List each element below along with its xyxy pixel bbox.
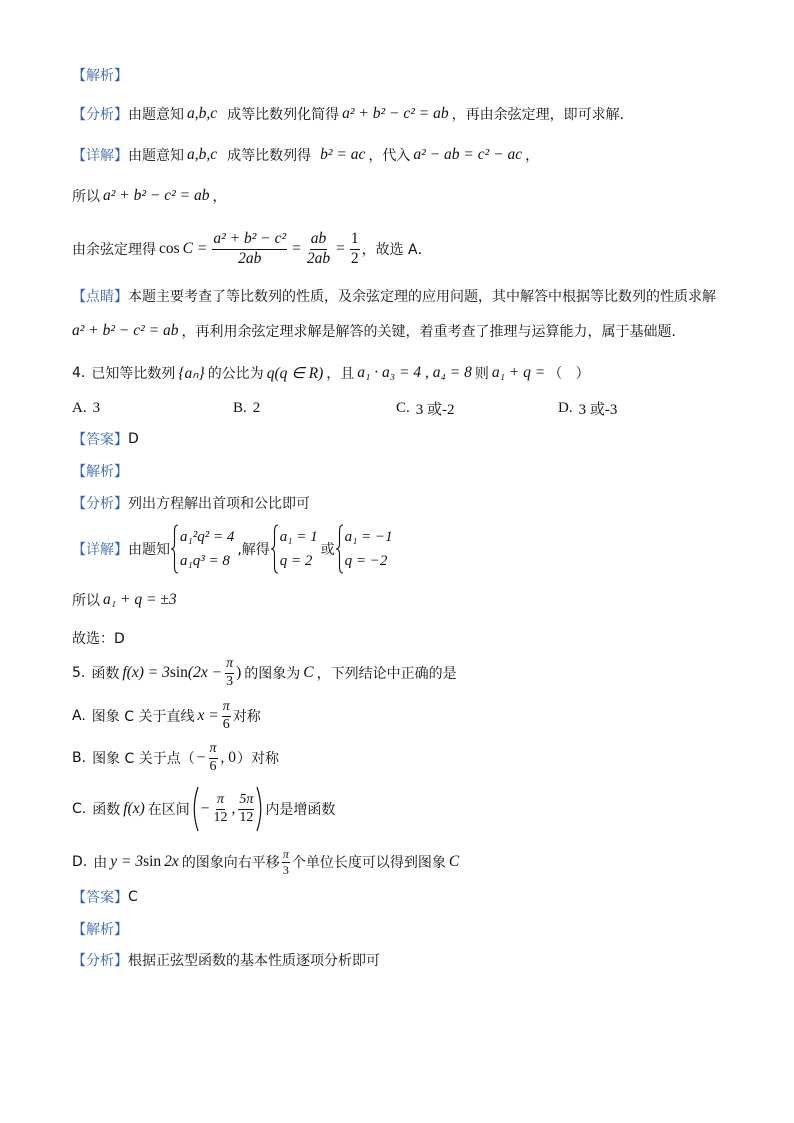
math-equation: a² + b² − c² = ab <box>103 187 210 204</box>
choose-a-text: ，故选 A． <box>361 242 432 258</box>
math-conditions: a₁ · a₃ = 4 , a₄ = 8 <box>357 364 472 381</box>
fraction-numerator: 1 <box>350 230 360 250</box>
right-paren-icon <box>256 786 265 832</box>
fraction-numerator: π <box>222 699 231 717</box>
fenxi-text: 列出方程解出首项和公比即可 <box>128 496 310 512</box>
fraction-pi-over-6 <box>222 699 231 734</box>
equation-row: q = −2 <box>344 553 388 569</box>
fraction-denominator: 2 <box>350 249 359 267</box>
fraction-denominator: 2ab <box>306 249 331 267</box>
option-text: 3 <box>92 399 101 416</box>
option-text: 3 或-2 <box>415 401 455 418</box>
fraction-pi-over-12 <box>213 792 229 827</box>
math-result: a₁ + q = ±3 <box>103 591 177 608</box>
fraction-3 <box>350 230 360 268</box>
fraction-numerator: π <box>216 792 225 810</box>
math-target: a₁ + q = <box>491 364 546 381</box>
option-text: 2 <box>252 399 261 416</box>
math-c: C <box>448 853 460 870</box>
xiangjie-text-1: 由题知 <box>128 542 170 558</box>
equation-system-1 <box>180 525 234 573</box>
fenxi-label: 【分析】 <box>72 107 128 123</box>
math-close-paren: ) <box>236 664 242 681</box>
question-number: 5. <box>72 665 86 681</box>
stem-text-2: 的图象为 <box>244 666 301 682</box>
fraction-denominator: 3 <box>282 862 289 877</box>
math-substitution: a² − ab = c² − ac <box>413 146 523 163</box>
equation-row: a₁q³ = 8 <box>180 553 230 569</box>
math-comma-zero: , 0 <box>220 749 237 766</box>
fenxi-text: 根据正弦型函数的基本性质逐项分析即可 <box>128 953 380 969</box>
option-text-2: 在区间 <box>147 802 190 818</box>
math-cos: cos <box>159 240 180 257</box>
fraction-numerator: π <box>282 847 289 862</box>
option-text-2: 对称 <box>232 709 261 725</box>
option-text-1: 图象 C 关于直线 <box>91 709 195 725</box>
math-sequence: {aₙ} <box>178 364 205 382</box>
math-equation: a² + b² − c² = ab <box>342 105 449 122</box>
jiexi-label: 【解析】 <box>72 464 128 480</box>
fraction-denominator: 12 <box>239 809 254 825</box>
fraction-5pi-over-12 <box>238 792 254 827</box>
option-letter: A. <box>72 708 86 724</box>
dianjing-text-2: ，再利用余弦定理求解是解答的关键，着重考查了推理与运算能力，属于基础题． <box>181 324 686 340</box>
equation-row: a₁ = −1 <box>344 529 393 545</box>
stem-text-4: 则 <box>474 366 489 382</box>
dianjing-label: 【点睛】 <box>72 289 128 305</box>
left-brace-icon <box>335 524 344 574</box>
equation-system-3 <box>345 525 393 573</box>
math-abc: a,b,c <box>187 146 218 163</box>
jiexi-label: 【解析】 <box>72 68 128 84</box>
math-ratio: q(q ∈ R) <box>266 364 324 382</box>
option-text-1: 由 <box>93 855 108 871</box>
option-letter: A. <box>72 399 87 416</box>
answer-value: C <box>128 889 138 905</box>
cosine-text: 由余弦定理得 <box>72 242 156 258</box>
fenxi-text-1: 由题意知 <box>128 107 184 123</box>
equation-row: a₁ = 1 <box>279 529 318 545</box>
xiangjie-text-2: 成等比数列得 <box>227 148 312 164</box>
option-text-2: 的图象向右平移 <box>181 855 280 871</box>
daan-label: 【答案】 <box>72 890 128 906</box>
left-brace-icon <box>270 524 279 574</box>
math-b-squared: b² = ac <box>320 146 366 163</box>
math-f-of-x: f(x) <box>123 800 145 817</box>
daan-label: 【答案】 <box>72 432 128 448</box>
fraction-numerator: 5π <box>238 792 254 810</box>
fenxi-text-2: 成等比数列化简得 <box>227 107 340 123</box>
equals-sign: = <box>292 240 301 257</box>
option-letter: B. <box>233 399 247 416</box>
math-argument: (2x − <box>187 664 223 681</box>
fraction-pi-over-6 <box>209 741 218 776</box>
answer-value: D <box>128 431 139 447</box>
fraction-numerator: a² + b² − c² <box>212 230 287 250</box>
question-number: 4. <box>72 365 86 381</box>
xiangjie-text-3: 或 <box>320 542 335 558</box>
xiangjie-text-1: 由题意知 <box>128 148 184 164</box>
equation-row: a₁²q² = 4 <box>180 529 235 545</box>
math-function: f(x) = 3 <box>122 664 170 681</box>
option-text-3: 内是增函数 <box>265 802 336 818</box>
fraction-denominator: 2ab <box>238 249 262 267</box>
math-c: C <box>303 664 314 681</box>
fraction-denominator: 6 <box>209 758 217 774</box>
math-abc: a,b,c <box>187 105 218 122</box>
so-text: 所以 <box>72 593 100 609</box>
option-letter: C. <box>72 801 87 817</box>
stem-text-2: 的公比为 <box>207 366 264 382</box>
fraction-2 <box>306 230 331 268</box>
option-text-3: 个单位长度可以得到图象 <box>291 855 446 871</box>
left-brace-icon <box>170 524 179 574</box>
fraction-denominator: 12 <box>213 809 228 825</box>
comma: ， <box>212 189 227 205</box>
equation-system-2 <box>280 525 318 573</box>
math-minus: − <box>200 800 210 817</box>
xiangjie-text-3: ，代入 <box>368 148 411 164</box>
stem-text-3: ，下列结论中正确的是 <box>316 666 457 682</box>
math-sin: sin <box>143 853 162 870</box>
answer-blank: （ ） <box>548 366 590 382</box>
fraction-pi-over-3 <box>225 656 234 691</box>
xiangjie-text-2: ,解得 <box>237 542 270 558</box>
fenxi-text-3: ，再由余弦定理，即可求解． <box>451 107 634 123</box>
conclusion-text: 故选：D <box>72 631 125 647</box>
math-sin: sin <box>169 664 188 681</box>
math-x-equals: x = <box>197 707 219 724</box>
xiangjie-label: 【详解】 <box>72 542 128 558</box>
math-equation: a² + b² − c² = ab <box>72 322 179 339</box>
left-paren-icon <box>190 786 199 832</box>
fraction-numerator: π <box>225 656 234 674</box>
fraction-numerator: π <box>209 741 218 759</box>
math-comma: , <box>231 800 236 817</box>
option-letter: B. <box>72 750 87 766</box>
stem-text-1: 已知等比数列 <box>91 366 176 382</box>
so-text: 所以 <box>72 189 100 205</box>
fraction-denominator: 3 <box>226 673 234 689</box>
xiangjie-label: 【详解】 <box>72 148 128 164</box>
fraction-numerator: ab <box>310 230 328 250</box>
option-letter: C. <box>396 399 410 416</box>
option-letter: D. <box>558 399 573 416</box>
xiangjie-text-4: ， <box>525 148 540 164</box>
math-c-equals: C = <box>182 240 208 257</box>
math-minus: − <box>196 749 206 766</box>
fraction-denominator: 6 <box>222 716 230 732</box>
math-2x: 2x <box>164 853 179 870</box>
option-text-1: 图象 C 关于点（ <box>92 751 195 767</box>
option-text: 3 或-3 <box>578 401 618 418</box>
stem-text-3: ，且 <box>326 366 355 382</box>
option-text-2: ）对称 <box>237 751 280 767</box>
fraction-1 <box>212 230 287 268</box>
jiexi-label: 【解析】 <box>72 922 128 938</box>
equals-sign: = <box>336 240 345 257</box>
fenxi-label: 【分析】 <box>72 953 128 969</box>
math-y-equals: y = 3 <box>110 853 144 870</box>
fenxi-label: 【分析】 <box>72 496 128 512</box>
option-letter: D. <box>72 854 88 870</box>
equation-row: q = 2 <box>279 553 313 569</box>
stem-text-1: 函数 <box>91 666 120 682</box>
dianjing-text-1: 本题主要考查了等比数列的性质，及余弦定理的应用问题，其中解答中根据等比数列的性质求解 <box>128 289 716 305</box>
fraction-pi-over-3 <box>282 847 290 877</box>
option-text-1: 函数 <box>92 802 121 818</box>
